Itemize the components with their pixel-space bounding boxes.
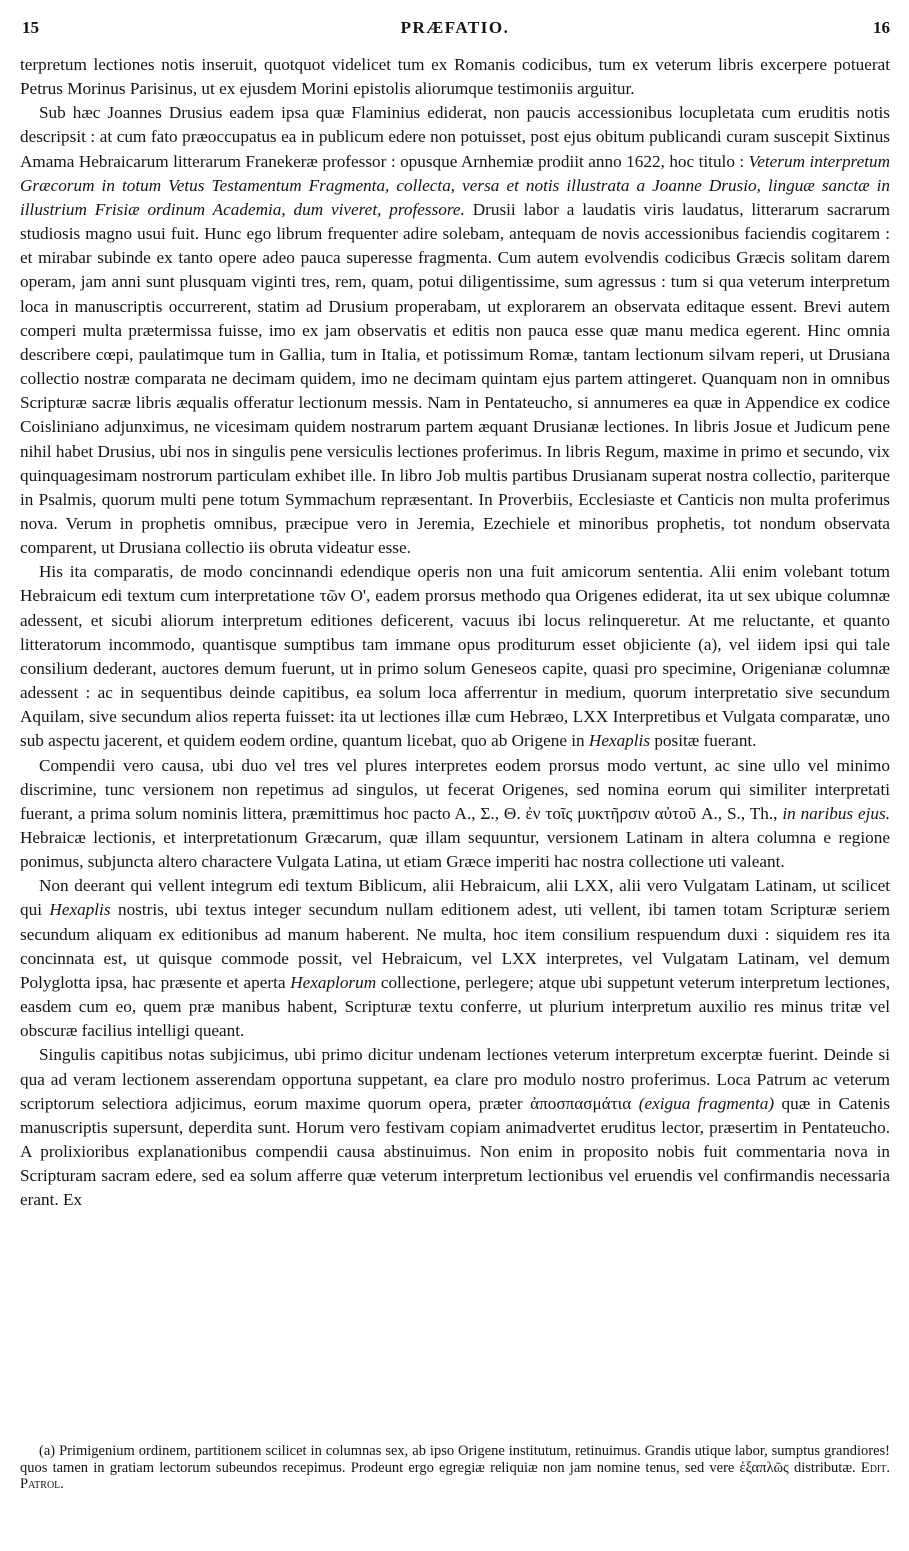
hexaplis-italic: Hexaplis	[588, 731, 651, 751]
paragraph-6-text-b: quæ in Catenis manuscriptis supersunt, deperdita sunt. Horum vero festivam copiam animadvertet eruditus lector, præsertim in Pentateucho. A prolixioribus explanationibus compendii causa abstinuimus. Non enim in proposito nobis fuit commentaria nova in Scripturam sacram edere, sed ea solum afferre quæ veterum interpretum lectionibus vel eruendis vel confirmandis necessaria erant. Ex	[20, 1093, 890, 1210]
footnote-marker: (a)	[39, 1443, 56, 1459]
paragraph-4-text-b: Hebraicæ lectionis, et interpretationum Græcarum, quæ illam sequuntur, versionem Latinam in altera columna e regione ponimus, subjuncta altero charactere Vulgata Latina, ut etiam Græce imperiti hac nostra collectione uti valeant.	[20, 828, 890, 872]
paragraph-1: terpretum lectiones notis inseruit, quotquot videlicet tum ex Romanis codicibus, tum ex veterum libris excerpere potuerat Petrus Morinus Parisinus, ut ex ejusdem Morini epistolis aliorumque testimoniis arguitur.	[20, 55, 890, 99]
footnote-a	[20, 1443, 890, 1493]
paragraph-2-text-a: Sub hæc Joannes Drusius eadem ipsa quæ Flaminius ediderat, non paucis accessionibus locupletata cum eruditis notis descripsit : at cum fato præoccupatus ea in publicum edere non potuisset, post ejus obitum publicandi curam suscepit Sixtinus Amama Hebraicarum litterarum Franekeræ professor : opusque Arnhemiæ prodiit anno 1622, hoc titulo :	[20, 103, 890, 171]
footnote-signature: Edit. Patrol.	[20, 1459, 890, 1492]
naribus-italic: in naribus ejus.	[782, 803, 891, 823]
footnotes	[20, 1443, 890, 1493]
footnote-text-a: Primigenium ordinem, partitionem scilicet in columnas sex, ab ipso Origene institutum, retinuimus. Grandis utique labor, sumptus grandiores! quos tamen in gratiam lectorum subeundos recepimus. Prodeunt ergo egregiæ reliquiæ non jam nomine tenus, sed vere	[20, 1443, 891, 1476]
page-number-left: 15	[22, 18, 39, 37]
document-page	[20, 0, 890, 1551]
paragraph-2	[20, 101, 890, 560]
page-number-right: 16	[873, 18, 890, 37]
paragraph-5	[20, 874, 890, 1043]
page-title: PRÆFATIO.	[400, 18, 510, 37]
hexaplis-italic-2: Hexaplis	[49, 900, 111, 920]
paragraph-5-text-a: Non deerant qui vellent integrum edi textum Biblicum, alii Hebraicum, alii LXX, alii vero Vulgatam Latinam, ut scilicet qui	[20, 876, 890, 920]
paragraph-6	[20, 1043, 890, 1212]
paragraph-6-text-a: Singulis capitibus notas subjicimus, ubi primo dicitur undenam lectiones veterum interpretum excerptæ fuerint. Deinde si qua ad veram lectionem asserendam opportuna suppetant, ea clare pro modulo nostro proferimus. Loca Patrum ac veterum scriptorum selectiora adjicimus, eorum maxime quorum opera, præter	[20, 1045, 890, 1113]
paragraph-5-text-b: nostris, ubi textus integer secundum nullam editionem adest, uti vellent, ibi tamen totam Scripturæ seriem secundum aliquam ex editionibus ad manum haberent. Ne multa, hoc item consilium respuendum duxi : siquidem res ita concinnata est, ut quisque commode possit, vel Hebraicum, vel LXX interpretes, vel Vulgatam Latinam, vel demum Polyglotta ipsa, hac præsente et aperta	[20, 900, 891, 992]
paragraph-4	[20, 754, 890, 875]
paragraph-3	[20, 560, 890, 753]
hexaplorum-italic: Hexaplorum	[290, 972, 377, 992]
paragraph-5-text-c: collectione, perlegere; atque ubi suppetunt veterum interpretum lectiones, easdem cum eo, quem præ manibus habent, Scripturæ textu conferre, ut plurium interpretum auxilio res minus tritæ vel obscuræ facilius intelligi queant.	[20, 972, 891, 1041]
book-title-italic: Veterum interpretum Græcorum in totum Vetus Testamentum Fragmenta, collecta, versa et notis illustrata a Joanne Drusio, linguæ sanctæ in illustrium Frisiæ ordinum Academia, dum viveret, professore.	[20, 151, 890, 219]
paragraph-2-text-b: Drusii labor a laudatis viris laudatus, litterarum sacrarum studiosis magno usui fuit. Hunc ego librum frequenter adire solebam, antequam de novis accessionibus faciendis cogitarem : et mirabar subinde ex tanto opere adeo pauca superesse fragmenta. Cum autem evolvendis codicibus Græcis solitam darem operam, jam anni sunt plusquam viginti tres, rem, quam, potui diligentissime, sum agressus : tum si qua veterum interpretum loca in manuscriptis occurrerent, statim ad Drusium properabam, ut explorarem an observata editaque essent. Brevi autem comperi multa prætermissa fuisse, imo ex jam observatis et editis non pauca esse quæ manu medica egerent. Hinc omnia describere cœpi, paulatimque tum in Gallia, tum in Italia, et potissimum Romæ, tantam lectionum silvam reperi, ut Drusiana collectio nostræ comparata ne decimam quidem, imo ne decimam quintam ejus partem attingeret. Quanquam non in omnibus Scripturæ sacræ libris æqualis offeratur lectionum messis. Nam in Pentateucho, si annumeres ea quæ in Appendice ex codice Coisliniano adjunximus, ne vicesimam quidem nostrarum partem æquant Drusianæ lectiones. In libris Josue et Judicum pene nihil habet Drusius, ubi nos in singulis pene versiculis lectiones proferimus. In libris Regum, maxime in primo et secundo, vix quinquagesimam nostrorum particulam exhibet ille. In libro Job multis partibus Drusianam superat nostra collectio, pariterque in Psalmis, quorum multi pene totum Symmachum repræsentant. In Proverbiis, Ecclesiaste et Canticis non multa proferimus nova. Verum in prophetis omnibus, præcipue vero in Jeremia, Ezechiele et minoribus prophetis, tot nondum observata comparent, ut Drusiana collectio iis obruta videatur esse.	[20, 199, 891, 558]
greek-word: ἀποσπασμάτια	[530, 1093, 632, 1113]
exigua-fragmenta-italic: (exigua fragmenta)	[638, 1093, 775, 1113]
paragraph-3-text-b: positæ fuerant.	[654, 731, 757, 751]
paragraph-3-text-a: His ita comparatis, de modo concinnandi edendique operis non una fuit amicorum sententia. Alii enim volebant totum Hebraicum edi textum cum interpretatione τῶν Ο', eadem prorsus methodo qua Origenes ediderat, ita ut sex ubique columnæ adessent, et sicubi aliorum interpretum editiones deficerent, vacuus ibi locus relinqueretur. At me reluctante, et quanto litteratorum incommodo, quantisque sumptibus tam immane opus proditurum esset objiciente (a), vel iidem ipsi qui tale consilium dederant, auctores demum fuerunt, ut in primo solum Geneseos capite, quasi pro specimine, Origenianæ columnæ adessent : ac in sequentibus deinde capitibus, ea solum loca afferrentur in medium, quorum interpretatio sive secundum Aquilam, sive secundum alios reperta fuisset: ita ut lectiones illæ cum Hebræo, LXX Interpretibus et Vulgata comparatæ, uno sub aspectu jacerent, et quidem eodem ordine, quantum licebat, quo ab Origene in	[20, 562, 890, 751]
main-text	[20, 53, 890, 1213]
page-header	[20, 18, 890, 40]
paragraph-4-text-a: Compendii vero causa, ubi duo vel tres vel plures interpretes eodem prorsus modo vertunt, ac sine ullo vel minimo discrimine, tunc versionem non repetimus ad singulos, ut fecerat Origenes, sed nomina eorum qui similiter interpretati fuerant, a prima solum nominis littera, præmittimus hoc pacto A., Σ., Θ. ἐν τοῖς μυκτῆρσιν αὐτοῦ A., S., Th.,	[20, 755, 890, 823]
footnote-greek: ἑξαπλῶς	[739, 1459, 789, 1476]
footnote-text-b: distributæ.	[794, 1459, 856, 1476]
